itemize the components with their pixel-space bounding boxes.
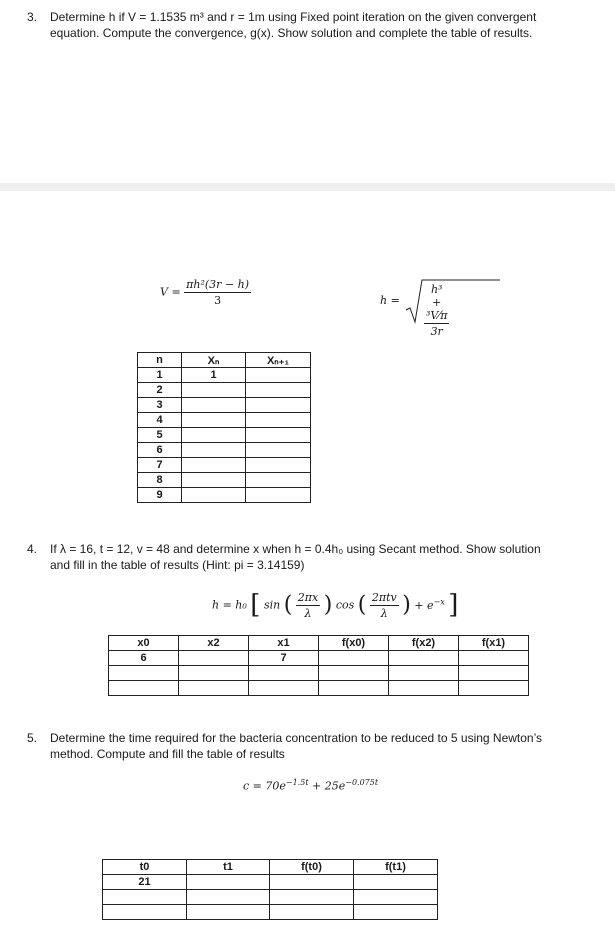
table-cell — [354, 875, 438, 890]
q4-line1: If λ = 16, t = 12, v = 48 and determine x when h = 0.4h₀ using Secant method. Show solution — [50, 542, 541, 556]
table-row — [138, 473, 311, 488]
left-paren-icon: ( — [283, 592, 293, 618]
table-cell: 6 — [138, 443, 182, 458]
table-row — [103, 875, 438, 890]
table-cell — [459, 666, 529, 681]
q5-header-ft1: f(t1) — [354, 860, 438, 875]
table-cell — [389, 651, 459, 666]
table-cell — [182, 458, 246, 473]
table-cell — [246, 383, 311, 398]
left-paren-icon: ( — [357, 592, 367, 618]
table-row — [109, 681, 529, 696]
table-cell: 4 — [138, 413, 182, 428]
q3-height-denominator: 3r — [430, 325, 443, 338]
table-cell — [319, 666, 389, 681]
table-cell — [103, 890, 187, 905]
table-row — [138, 368, 311, 383]
table-row — [138, 398, 311, 413]
table-cell — [246, 398, 311, 413]
table-row — [103, 890, 438, 905]
q3-volume-lhs: V = — [160, 285, 181, 299]
table-cell — [246, 458, 311, 473]
section-divider — [0, 183, 615, 191]
q4-eq-tail-exponent: −x — [433, 597, 445, 607]
q3-volume-numerator: πh²(3r − h) — [186, 278, 250, 291]
table-cell — [354, 905, 438, 920]
table-cell: 1 — [182, 368, 246, 383]
left-bracket-icon: [ — [250, 590, 261, 620]
table-cell: 6 — [109, 651, 179, 666]
q4-line2: and fill in the table of results (Hint: pi = 3.14159) — [50, 558, 305, 572]
q4-header-fx0: f(x0) — [319, 636, 389, 651]
table-cell: 3 — [138, 398, 182, 413]
table-cell — [270, 875, 354, 890]
table-cell — [246, 368, 311, 383]
q5-header-t0: t0 — [103, 860, 187, 875]
q4-frac2-numerator: 2πtv — [371, 590, 397, 604]
table-cell — [459, 651, 529, 666]
q4-frac1-numerator: 2πx — [297, 590, 319, 604]
table-cell — [179, 666, 249, 681]
q4-header-fx2: f(x2) — [389, 636, 459, 651]
q4-wave-equation — [212, 590, 458, 620]
table-cell: 8 — [138, 473, 182, 488]
table-row — [138, 413, 311, 428]
q4-eq-lhs: h = h₀ — [212, 598, 247, 612]
table-row — [103, 905, 438, 920]
q4-header-fx1: f(x1) — [459, 636, 529, 651]
q4-eq-cos: cos — [335, 598, 355, 612]
table-row — [138, 488, 311, 503]
table-cell: 5 — [138, 428, 182, 443]
q5-text — [50, 730, 542, 762]
table-cell — [389, 666, 459, 681]
q4-header-x1: x1 — [249, 636, 319, 651]
table-cell — [246, 488, 311, 503]
table-cell: 7 — [249, 651, 319, 666]
q3-volume-denominator: 3 — [214, 294, 222, 307]
table-cell — [354, 890, 438, 905]
q3-line2: equation. Compute the convergence, g(x). Show solution and complete the table of results. — [50, 26, 533, 40]
q4-frac2-denominator: λ — [380, 606, 388, 620]
table-cell — [182, 398, 246, 413]
table-cell — [179, 651, 249, 666]
q4-number: 4. — [27, 542, 38, 556]
q5-line1: Determine the time required for the bacteria concentration to be reduced to 5 using Newton’s — [50, 731, 543, 745]
q4-header-x0: x0 — [109, 636, 179, 651]
table-cell — [182, 443, 246, 458]
table-cell — [319, 681, 389, 696]
table-cell — [270, 890, 354, 905]
table-cell — [270, 905, 354, 920]
table-row — [138, 383, 311, 398]
table-cell — [246, 413, 311, 428]
q4-eq-tail: + e — [414, 599, 434, 613]
table-cell — [109, 681, 179, 696]
q3-results-table — [137, 352, 311, 503]
q4-frac1 — [296, 591, 320, 620]
table-cell — [246, 473, 311, 488]
table-cell: 2 — [138, 383, 182, 398]
q5-number: 5. — [27, 731, 38, 745]
q4-frac2 — [370, 591, 399, 620]
table-cell: 21 — [103, 875, 187, 890]
q3-text — [50, 9, 536, 41]
table-cell — [179, 681, 249, 696]
q5-results-table — [102, 859, 438, 920]
table-cell — [187, 905, 270, 920]
table-cell — [109, 666, 179, 681]
table-cell: 9 — [138, 488, 182, 503]
table-cell — [459, 681, 529, 696]
table-cell — [182, 473, 246, 488]
q3-volume-fraction — [184, 278, 251, 307]
q5-eq-exponent1: −1.5t — [285, 778, 309, 787]
table-row — [109, 666, 529, 681]
table-cell — [389, 681, 459, 696]
q3-height-fraction — [424, 283, 449, 338]
table-cell — [182, 413, 246, 428]
radical-sign-icon — [404, 278, 504, 324]
right-bracket-icon: ] — [448, 590, 459, 620]
table-cell — [182, 488, 246, 503]
q3-header-n: n — [138, 353, 182, 368]
q5-eq-mid: + 25e — [308, 779, 346, 793]
right-paren-icon: ) — [402, 592, 411, 618]
table-cell — [103, 905, 187, 920]
q5-concentration-equation — [243, 778, 378, 793]
q3-header-xn: Xₙ — [182, 353, 246, 368]
table-cell — [319, 651, 389, 666]
table-cell — [187, 875, 270, 890]
q4-text — [50, 541, 541, 573]
q5-header-t1: t1 — [187, 860, 270, 875]
table-cell — [246, 443, 311, 458]
q3-header-xn1: Xₙ₊₁ — [246, 353, 311, 368]
table-cell — [249, 666, 319, 681]
q4-results-table — [108, 635, 529, 696]
q3-volume-equation — [160, 278, 251, 307]
table-cell — [187, 890, 270, 905]
q4-header-x2: x2 — [179, 636, 249, 651]
q3-number: 3. — [27, 10, 38, 24]
table-cell — [182, 383, 246, 398]
q5-eq-exponent2: −0.075t — [345, 778, 379, 787]
table-row — [109, 651, 529, 666]
right-paren-icon: ) — [323, 592, 333, 618]
table-cell — [182, 428, 246, 443]
q3-line1: Determine h if V = 1.1535 m³ and r = 1m using Fixed point iteration on the given convergent — [50, 10, 537, 24]
table-row — [138, 428, 311, 443]
q5-header-ft0: f(t0) — [270, 860, 354, 875]
table-row — [138, 458, 311, 473]
q4-eq-sin: sin — [263, 598, 281, 612]
q5-eq-base: c = 70e — [243, 779, 286, 793]
table-row — [138, 443, 311, 458]
q3-height-numerator: h³ + ³V⁄π — [426, 283, 448, 322]
table-cell — [246, 428, 311, 443]
table-cell: 7 — [138, 458, 182, 473]
q3-height-lhs: h = — [380, 294, 400, 307]
q5-line2: method. Compute and fill the table of results — [50, 747, 285, 761]
table-cell: 1 — [138, 368, 182, 383]
q4-frac1-denominator: λ — [304, 606, 312, 620]
table-cell — [249, 681, 319, 696]
